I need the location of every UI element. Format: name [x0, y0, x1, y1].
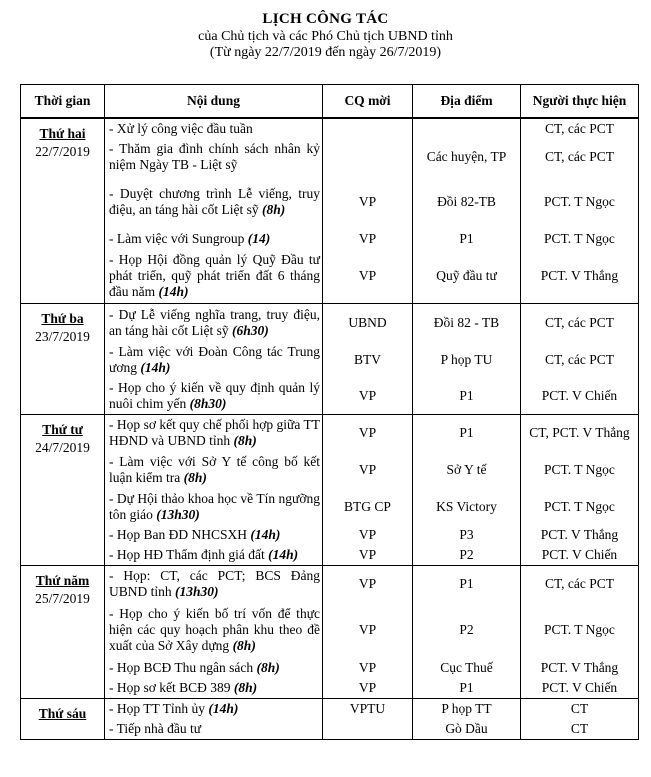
location-value: P2 — [459, 547, 474, 562]
person-value: PCT. V Chiến — [541, 388, 618, 403]
inviting-agency-value — [323, 719, 412, 739]
content-cell — [105, 118, 323, 304]
inviting-agency-value: VP — [358, 425, 377, 440]
list-item — [105, 249, 322, 303]
location-value: Sở Y tế — [446, 462, 487, 477]
task-time: (14h) — [208, 701, 239, 716]
person-value: PCT. T Ngọc — [544, 231, 615, 246]
inviting-agency-value: VPTU — [349, 701, 386, 716]
list-item — [105, 566, 322, 602]
location-value: P1 — [459, 388, 474, 403]
day-cell — [21, 415, 105, 566]
person-value: PCT. V Thắng — [540, 527, 619, 542]
date-range: (Từ ngày 22/7/2019 đến ngày 26/7/2019) — [209, 45, 442, 60]
inviting-agency-cell — [323, 415, 413, 566]
person-value: CT, các PCT — [544, 149, 615, 164]
inviting-agency-value: BTV — [354, 352, 381, 367]
task-time: (8h) — [261, 202, 286, 217]
header-inviting-agency: CQ mời — [323, 85, 413, 119]
location-value: Đồi 82 - TB — [433, 315, 500, 330]
person-cell — [521, 415, 639, 566]
table-row — [21, 699, 639, 740]
location-cell — [413, 415, 521, 566]
location-value: P1 — [459, 680, 474, 695]
table-row — [21, 118, 639, 304]
location-value: P họp TU — [440, 352, 493, 367]
location-value: Các huyện, TP — [426, 149, 507, 164]
task-text: - Họp sơ kết BCĐ 389 — [109, 680, 234, 695]
task-time: (8h) — [256, 660, 280, 675]
location-value: P họp TT — [441, 701, 492, 716]
task-text: - Thăm gia đình chính sách nhân kỷ niệm Ngày TB - Liệt sỹ — [109, 141, 320, 172]
person-value: PCT. T Ngọc — [544, 499, 615, 514]
document-subtitle: của Chủ tịch và các Phó Chủ tịch UBND tỉnh — [198, 29, 453, 44]
day-name: Thứ năm — [35, 573, 90, 588]
inviting-agency-value — [323, 139, 412, 175]
task-time: (13h30) — [156, 507, 200, 522]
inviting-agency-value: VP — [358, 527, 377, 542]
day-date: 23/7/2019 — [35, 329, 90, 344]
inviting-agency-value — [323, 119, 412, 139]
task-time: (6h30) — [231, 323, 269, 338]
person-cell — [521, 118, 639, 304]
location-value — [413, 119, 520, 139]
task-time: (14h) — [268, 547, 299, 562]
inviting-agency-value: VP — [358, 576, 377, 591]
task-text: - Họp sơ kết quy chế phối hợp giữa TT HĐND và UBND tỉnh — [109, 417, 320, 448]
task-time: (14h) — [250, 527, 281, 542]
day-name: Thứ sáu — [38, 706, 87, 721]
task-time: (8h) — [233, 680, 258, 695]
location-cell — [413, 118, 521, 304]
location-value: P1 — [459, 576, 474, 591]
day-name: Thứ ba — [41, 311, 84, 326]
task-text: - Dự Hội thảo khoa học về Tín ngưỡng tôn giáo — [109, 491, 320, 522]
list-item — [105, 719, 322, 739]
document-title: LỊCH CÔNG TÁC — [262, 11, 389, 27]
task-text: - Duyệt chương trình Lễ viếng, truy điệu, an táng hài cốt Liệt sỹ — [109, 186, 320, 217]
location-value: Gò Dầu — [445, 721, 488, 736]
person-value: CT, các PCT — [544, 315, 615, 330]
list-item — [105, 525, 322, 545]
content-cell — [105, 566, 323, 699]
inviting-agency-value: VP — [358, 547, 377, 562]
task-text: - Họp cho ý kiến về quy định quản lý nuôi chim yến — [109, 380, 320, 411]
header-location: Địa điểm — [413, 85, 521, 119]
task-text: - Họp BCĐ Thu ngân sách — [109, 660, 257, 675]
table-row — [21, 304, 639, 415]
location-value: P1 — [459, 231, 474, 246]
task-time: (8h) — [232, 638, 256, 653]
person-value: CT, các PCT — [544, 576, 615, 591]
location-value: P1 — [459, 425, 474, 440]
person-value: CT, các PCT — [544, 121, 615, 136]
header-time: Thời gian — [21, 85, 105, 119]
inviting-agency-value: VP — [358, 660, 377, 675]
table-header-row — [21, 85, 639, 119]
task-text: - Làm việc với Đoàn Công tác Trung ương — [109, 344, 320, 375]
person-value: CT, PCT. V Thắng — [529, 425, 630, 440]
person-value: CT — [570, 701, 589, 716]
person-value: PCT. T Ngọc — [544, 194, 615, 209]
task-time: (14h) — [158, 284, 189, 299]
person-cell — [521, 566, 639, 699]
person-value: CT, các PCT — [544, 352, 615, 367]
list-item — [105, 304, 322, 342]
task-text: - Họp Ban ĐD NHCSXH — [109, 527, 251, 542]
location-value: KS Victory — [436, 499, 497, 514]
day-date: 25/7/2019 — [35, 591, 90, 606]
location-value: Cục Thuế — [440, 660, 493, 675]
list-item — [105, 229, 322, 249]
task-text: - Họp cho ý kiến bố trí vốn để thực hiện các quy hoạch phân khu theo đề xuất của Sở Xây dựng — [109, 606, 320, 653]
inviting-agency-value: VP — [358, 680, 377, 695]
person-cell — [521, 699, 639, 740]
task-time: (13h30) — [175, 584, 219, 599]
task-text: - Xử lý công việc đầu tuần — [109, 121, 253, 136]
task-time: (14) — [247, 231, 271, 246]
list-item — [105, 658, 322, 678]
location-cell — [413, 699, 521, 740]
list-item — [105, 415, 322, 451]
person-value: PCT. T Ngọc — [544, 622, 615, 637]
task-text: - Tiếp nhà đầu tư — [109, 721, 202, 736]
task-text: - Làm việc với Sungroup — [109, 231, 248, 246]
inviting-agency-value: VP — [358, 268, 377, 283]
list-item — [105, 489, 322, 525]
inviting-agency-value: BTG CP — [344, 499, 391, 514]
task-time: (8h) — [233, 433, 257, 448]
inviting-agency-cell — [323, 699, 413, 740]
day-date: 24/7/2019 — [35, 440, 90, 455]
task-time: (8h) — [183, 470, 207, 485]
content-cell — [105, 699, 323, 740]
day-date: 22/7/2019 — [35, 144, 90, 159]
table-row — [21, 566, 639, 699]
task-time: (14h) — [140, 360, 171, 375]
list-item — [105, 545, 322, 565]
inviting-agency-value: VP — [358, 194, 377, 209]
list-item — [105, 119, 322, 139]
list-item — [105, 699, 322, 719]
person-value: CT — [570, 721, 589, 736]
list-item — [105, 602, 322, 658]
inviting-agency-value: VP — [358, 231, 377, 246]
person-value: PCT. V Chiến — [541, 547, 618, 562]
location-cell — [413, 304, 521, 415]
header-content: Nội dung — [105, 85, 323, 119]
location-value: Quỹ đầu tư — [436, 268, 497, 283]
list-item — [105, 342, 322, 378]
inviting-agency-value: UBND — [348, 315, 387, 330]
location-value: P2 — [459, 622, 474, 637]
task-text: - Họp HĐ Thẩm định giá đất — [109, 547, 269, 562]
inviting-agency-value: VP — [358, 462, 377, 477]
day-name: Thứ tư — [42, 422, 83, 437]
person-value: PCT. V Thắng — [540, 660, 619, 675]
person-value: PCT. V Thắng — [540, 268, 619, 283]
person-value: PCT. T Ngọc — [544, 462, 615, 477]
list-item — [105, 378, 322, 414]
person-cell — [521, 304, 639, 415]
inviting-agency-cell — [323, 566, 413, 699]
list-item — [105, 678, 322, 698]
location-value: Đồi 82-TB — [437, 194, 496, 209]
day-cell — [21, 304, 105, 415]
day-cell — [21, 699, 105, 740]
day-cell — [21, 566, 105, 699]
task-time: (8h30) — [189, 396, 227, 411]
content-cell — [105, 415, 323, 566]
inviting-agency-value: VP — [358, 622, 377, 637]
list-item — [105, 451, 322, 489]
schedule-table — [20, 84, 639, 740]
inviting-agency-cell — [323, 118, 413, 304]
task-text: - Dự Lễ viếng nghĩa trang, truy điệu, an táng hài cốt Liệt sỹ — [109, 307, 320, 338]
header-person: Người thực hiện — [521, 85, 639, 119]
table-row — [21, 415, 639, 566]
day-name: Thứ hai — [39, 126, 86, 141]
task-text: - Họp TT Tỉnh ủy — [109, 701, 209, 716]
location-value: P3 — [459, 527, 474, 542]
task-text: - Họp Hội đồng quản lý Quỹ Đầu tư phát triển, quỹ phát triển đất 6 tháng đầu năm — [109, 252, 320, 299]
list-item — [105, 175, 322, 229]
task-text: - Làm việc với Sở Y tế công bố kết luận kiểm tra — [109, 454, 320, 485]
person-value: PCT. V Chiến — [541, 680, 618, 695]
day-cell — [21, 118, 105, 304]
content-cell — [105, 304, 323, 415]
location-cell — [413, 566, 521, 699]
inviting-agency-cell — [323, 304, 413, 415]
task-text: - Họp: CT, các PCT; BCS Đảng UBND tỉnh — [109, 568, 320, 599]
list-item — [105, 139, 322, 175]
inviting-agency-value: VP — [358, 388, 377, 403]
